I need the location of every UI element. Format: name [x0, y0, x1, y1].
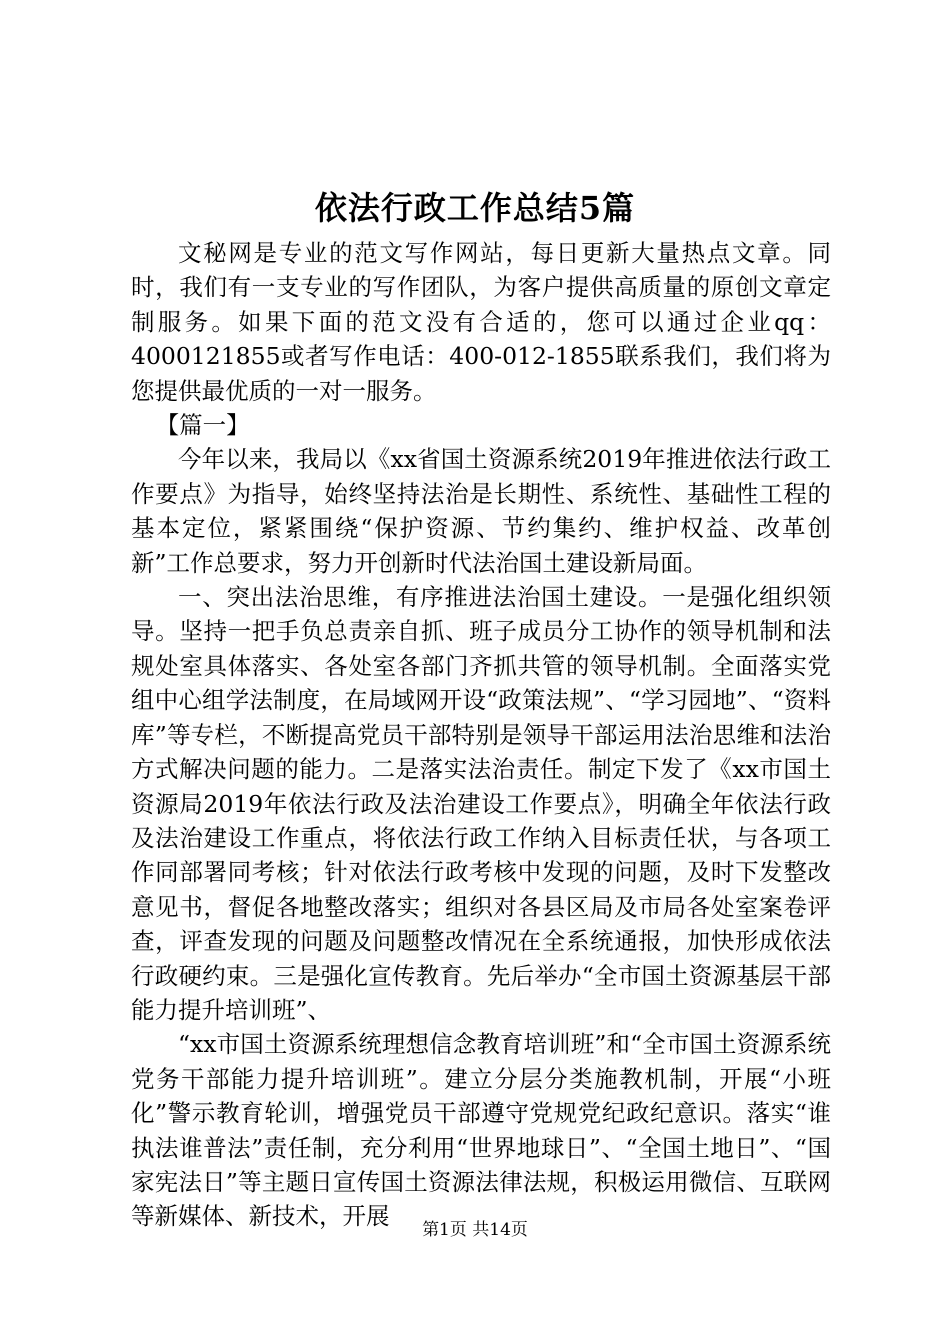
document-body [131, 236, 831, 1234]
body-paragraph: 一、突出法治思维，有序推进法治国土建设。一是强化组织领导。坚持一把手负总责亲自抓、班子成员分工协作的领导机制和法规处室具体落实、各处室各部门齐抓共管的领导机制。全面落实党组中心组学法制度，在局域网开设“政策法规”、“学习园地”、“资料库”等专栏，不断提高党员干部特别是领导干部运用法治思维和法治方式解决问题的能力。二是落实法治责任。制定下发了《xx市国土资源局2019年依法行政及法治建设工作要点》，明确全年依法行政及法治建设工作重点，将依法行政工作纳入目标责任状，与各项工作同部署同考核；针对依法行政考核中发现的问题，及时下发整改意见书，督促各地整改落实；组织对各县区局及市局各处室案卷评查，评查发现的问题及问题整改情况在全系统通报，加快形成依法行政硬约束。三是强化宣传教育。先后举办“全市国土资源基层干部能力提升培训班”、 [131, 583, 831, 1024]
body-paragraph: “xx市国土资源系统理想信念教育培训班”和“全市国土资源系统党务干部能力提升培训班”。建立分层分类施教机制，开展“小班化”警示教育轮训，增强党员干部遵守党规党纪政纪意识。落实“谁执法谁普法”责任制，充分利用“世界地球日”、“全国土地日”、“国家宪法日”等主题日宣传国土资源法律法规，积极运用微信、互联网等新媒体、新技术，开展 [131, 1030, 831, 1231]
page-number-footer: 第1页 共14页 [422, 1220, 528, 1240]
document-title: 依法行政工作总结5篇 [314, 189, 636, 227]
body-paragraph: 今年以来，我局以《xx省国土资源系统2019年推进依法行政工作要点》为指导，始终坚持法治是长期性、系统性、基础性工程的基本定位，紧紧围绕“保护资源、节约集约、维护权益、改革创新”工作总要求，努力开创新时代法治国土建设新局面。 [131, 445, 831, 577]
intro-paragraph: 文秘网是专业的范文写作网站，每日更新大量热点文章。同时，我们有一支专业的写作团队，为客户提供高质量的原创文章定制服务。如果下面的范文没有合适的，您可以通过企业qq：4000121855或者写作电话：400-012-1855联系我们，我们将为您提供最优质的一对一服务。 [131, 239, 831, 405]
section-heading: 【篇一】 [155, 411, 250, 440]
